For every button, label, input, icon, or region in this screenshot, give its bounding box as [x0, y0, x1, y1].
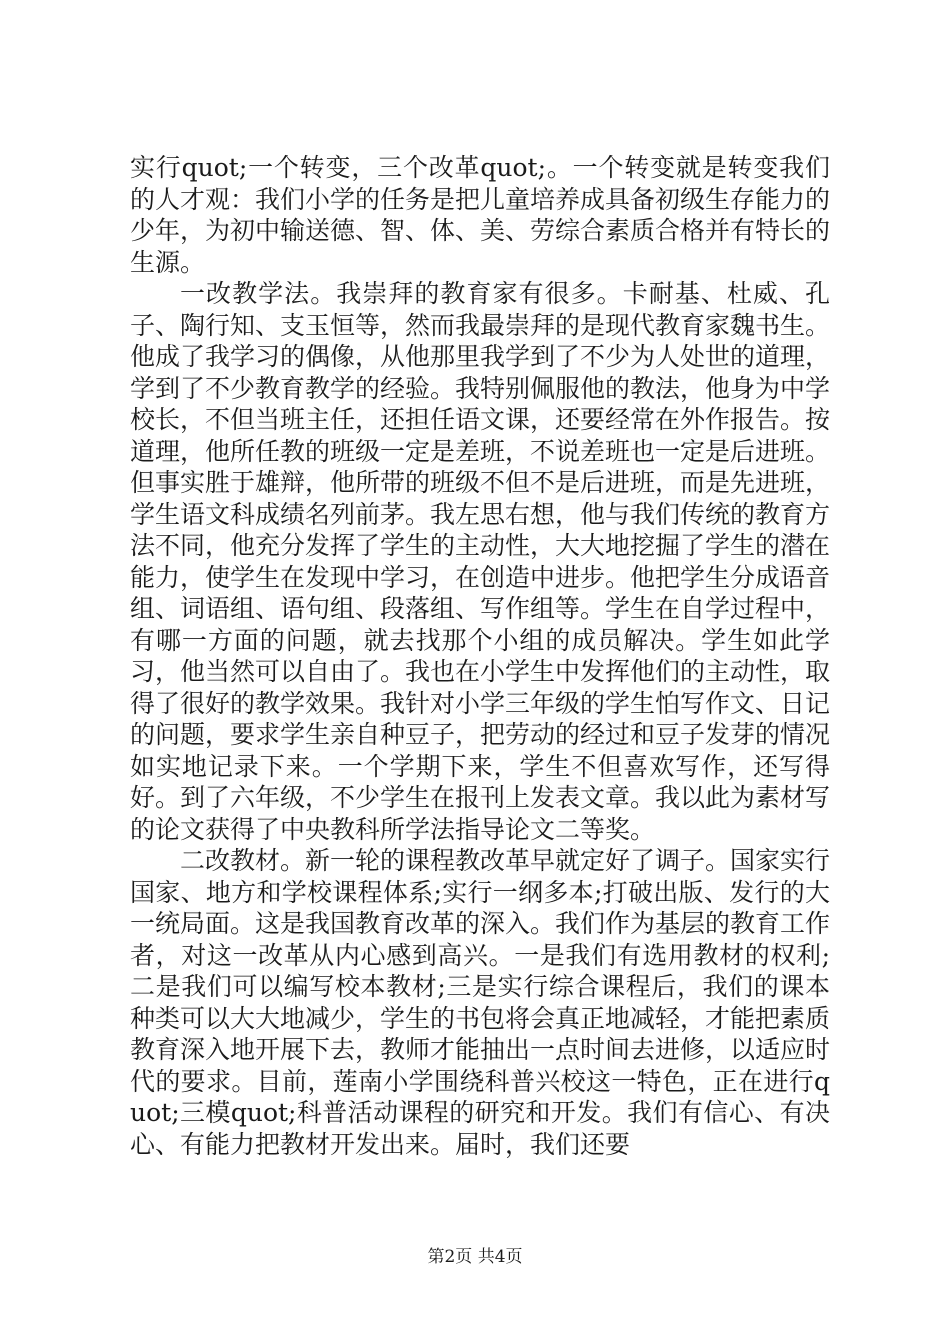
page-number-footer: 第2页 共4页	[427, 1247, 523, 1267]
paragraph-3: 二改教材。新一轮的课程教改革早就定好了调子。国家实行国家、地方和学校课程体系;实行一纲多本;打破出版、发行的大一统局面。这是我国教育改革的深入。我们作为基层的教育工作者，对这一改革从内心感到高兴。一是我们有选用教材的权利;二是我们可以编写校本教材;三是实行综合课程后，我们的课本种类可以大大地减少，学生的书包将会真正地减轻，才能把素质教育深入地开展下去，教师才能抽出一点时间去进修，以适应时代的要求。目前，莲南小学围绕科普兴校这一特色，正在进行quot;三模quot;科普活动课程的研究和开发。我们有信心、有决心、有能力把教材开发出来。届时，我们还要	[130, 846, 831, 1159]
paragraph-2: 一改教学法。我崇拜的教育家有很多。卡耐基、杜威、孔子、陶行知、支玉恒等，然而我最崇拜的是现代教育家魏书生。他成了我学习的偶像，从他那里我学到了不少为人处世的道理，学到了不少教育教学的经验。我特别佩服他的教法，他身为中学校长，不但当班主任，还担任语文课，还要经常在外作报告。按道理，他所任教的班级一定是差班，不说差班也一定是后进班。但事实胜于雄辩，他所带的班级不但不是后进班，而是先进班，学生语文科成绩名列前茅。我左思右想，他与我们传统的教育方法不同，他充分发挥了学生的主动性，大大地挖掘了学生的潜在能力，使学生在发现中学习，在创造中进步。他把学生分成语音组、词语组、语句组、段落组、写作组等。学生在自学过程中，有哪一方面的问题，就去找那个小组的成员解决。学生如此学习，他当然可以自由了。我也在小学生中发挥他们的主动性，取得了很好的教学效果。我针对小学三年级的学生怕写作文、日记的问题，要求学生亲自种豆子，把劳动的经过和豆子发芽的情况如实地记录下来。一个学期下来，学生不但喜欢写作，还写得好。到了六年级，不少学生在报刊上发表文章。我以此为素材写的论文获得了中央教科所学法指导论文二等奖。	[130, 279, 831, 844]
paragraph-1: 实行quot;一个转变，三个改革quot;。一个转变就是转变我们的人才观：我们小学的任务是把儿童培养成具备初级生存能力的少年，为初中输送德、智、体、美、劳综合素质合格并有特长的生源。	[130, 153, 831, 277]
body-text	[130, 152, 830, 1160]
